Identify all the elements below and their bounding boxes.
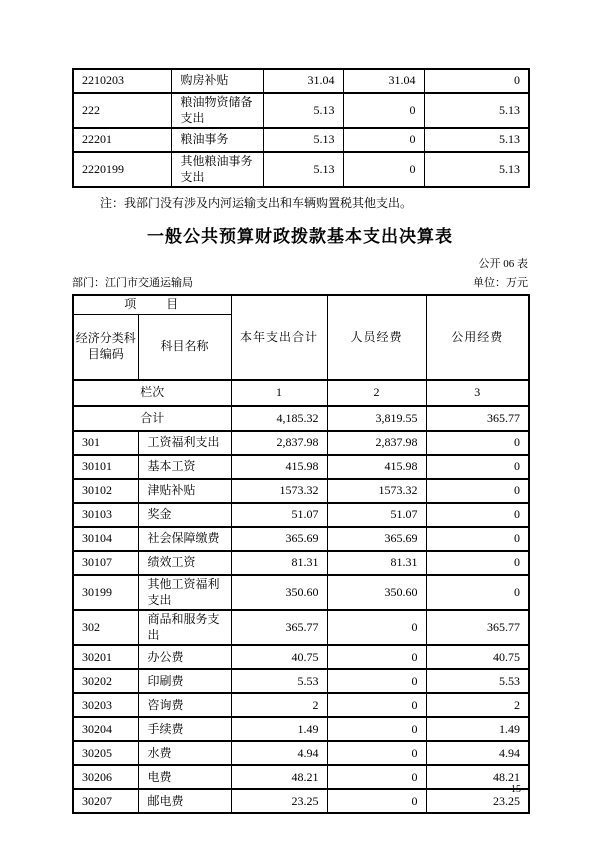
subject-code: 30204 [73,717,138,741]
table-row [73,693,529,717]
total-expenditure-value: 1.49 [231,717,327,741]
subject-name: 基本工资 [138,455,231,479]
subject-code: 302 [73,610,138,645]
table-row [73,431,529,455]
column-index-personnel: 2 [327,380,426,406]
personnel-funds-value: 0 [343,128,424,152]
personnel-funds-value: 2,837.98 [327,431,426,455]
total-expenditure-value: 31.04 [263,69,343,93]
basic-expenditure-table [72,294,530,814]
table-row [73,503,529,527]
personnel-funds-value: 350.60 [327,575,426,610]
personnel-funds-value: 31.04 [343,69,424,93]
table-row [73,645,529,669]
total-expenditure-value: 51.07 [231,503,327,527]
personnel-funds-value: 51.07 [327,503,426,527]
total-expenditure-value: 5.53 [231,669,327,693]
total-expenditure-value: 5.13 [263,93,343,128]
public-funds-value: 5.13 [424,152,529,187]
subject-name: 印刷费 [138,669,231,693]
public-funds-value: 0 [426,479,529,503]
subject-code: 30205 [73,741,138,765]
table-row [73,455,529,479]
subject-name: 其他粮油事务支出 [171,152,263,187]
table-row [73,741,529,765]
table-row [73,527,529,551]
subject-code: 30206 [73,765,138,789]
column-index-label: 栏次 [73,380,231,406]
public-funds-value: 23.25 [426,789,529,813]
page-number: 15 [511,784,521,795]
public-funds-value: 0 [426,503,529,527]
header-item: 项 目 [73,295,231,314]
unit-label: 单位：万元 [473,277,528,290]
header-row-item [73,295,529,314]
total-expenditure-value: 23.25 [231,789,327,813]
total-expenditure-value: 415.98 [231,455,327,479]
header-subject-name: 科目名称 [138,314,231,380]
subject-code: 22201 [73,128,171,152]
summary-row [73,406,529,431]
header-public-funds: 公用经费 [426,295,529,380]
total-expenditure-value: 4.94 [231,741,327,765]
personnel-funds-value: 0 [327,765,426,789]
table-row [73,789,529,813]
personnel-funds-value: 0 [327,693,426,717]
report-meta-row [72,274,528,290]
header-subject-code: 经济分类科目编码 [73,314,138,380]
subject-code: 30207 [73,789,138,813]
personnel-funds-value: 0 [327,717,426,741]
continued-expenditure-table [72,68,530,188]
personnel-funds-value: 0 [327,645,426,669]
table-code-label: 公开 06 表 [478,258,528,271]
public-funds-value: 1.49 [426,717,529,741]
personnel-funds-value: 365.69 [327,527,426,551]
personnel-funds-value: 0 [327,610,426,645]
subject-name: 津贴补贴 [138,479,231,503]
subject-name: 咨询费 [138,693,231,717]
table-row [73,717,529,741]
subject-name: 办公费 [138,645,231,669]
table-row [73,669,529,693]
subject-name: 其他工资福利支出 [138,575,231,610]
table-row [73,69,529,93]
subject-code: 30199 [73,575,138,610]
subject-name: 绩效工资 [138,551,231,575]
total-expenditure-value: 81.31 [231,551,327,575]
subject-name: 奖金 [138,503,231,527]
subject-code: 2220199 [73,152,171,187]
subject-code: 30202 [73,669,138,693]
subject-code: 30104 [73,527,138,551]
subject-name: 工资福利支出 [138,431,231,455]
personnel-funds-value: 0 [343,93,424,128]
subject-name: 粮油物资储备支出 [171,93,263,128]
subject-code: 301 [73,431,138,455]
department-label: 部门：江门市交通运输局 [72,277,193,290]
personnel-funds-value: 0 [343,152,424,187]
subject-name: 商品和服务支出 [138,610,231,645]
summary-personnel: 3,819.55 [327,406,426,431]
table-row [73,610,529,645]
table-row [73,479,529,503]
table-row [73,575,529,610]
subject-name: 手续费 [138,717,231,741]
table-row [73,93,529,128]
column-index-row [73,380,529,406]
table-row [73,128,529,152]
total-expenditure-value: 365.69 [231,527,327,551]
personnel-funds-value: 81.31 [327,551,426,575]
subject-name: 邮电费 [138,789,231,813]
table-row [73,551,529,575]
public-funds-value: 365.77 [426,610,529,645]
public-funds-value: 0 [424,69,529,93]
personnel-funds-value: 0 [327,789,426,813]
header-personnel-funds: 人员经费 [327,295,426,380]
total-expenditure-value: 350.60 [231,575,327,610]
page-title: 一般公共预算财政拨款基本支出决算表 [147,227,453,247]
total-expenditure-value: 40.75 [231,645,327,669]
summary-label: 合计 [73,406,231,431]
total-expenditure-value: 5.13 [263,128,343,152]
public-funds-value: 4.94 [426,741,529,765]
public-funds-value: 48.21 [426,765,529,789]
total-expenditure-value: 2,837.98 [231,431,327,455]
subject-name: 粮油事务 [171,128,263,152]
total-expenditure-value: 365.77 [231,610,327,645]
public-funds-value: 0 [426,575,529,610]
subject-name: 电费 [138,765,231,789]
summary-public: 365.77 [426,406,529,431]
public-funds-value: 40.75 [426,645,529,669]
summary-total: 4,185.32 [231,406,327,431]
subject-code: 30203 [73,693,138,717]
subject-name: 水费 [138,741,231,765]
table-row [73,152,529,187]
total-expenditure-value: 5.13 [263,152,343,187]
total-expenditure-value: 1573.32 [231,479,327,503]
personnel-funds-value: 0 [327,669,426,693]
column-index-total: 1 [231,380,327,406]
subject-code: 30107 [73,551,138,575]
subject-code: 2210203 [73,69,171,93]
subject-code: 30102 [73,479,138,503]
public-funds-value: 2 [426,693,529,717]
subject-code: 222 [73,93,171,128]
table-footnote: 注：我部门没有涉及内河运输支出和车辆购置税其他支出。 [100,196,413,211]
total-expenditure-value: 2 [231,693,327,717]
column-index-public: 3 [426,380,529,406]
public-funds-value: 5.13 [424,93,529,128]
public-funds-value: 0 [426,551,529,575]
subject-name: 社会保障缴费 [138,527,231,551]
total-expenditure-value: 48.21 [231,765,327,789]
table-row [73,765,529,789]
subject-code: 30103 [73,503,138,527]
public-funds-value: 0 [426,431,529,455]
personnel-funds-value: 0 [327,741,426,765]
public-funds-value: 0 [426,455,529,479]
public-funds-value: 5.13 [424,128,529,152]
public-funds-value: 0 [426,527,529,551]
header-total-expenditure: 本年支出合计 [231,295,327,380]
personnel-funds-value: 1573.32 [327,479,426,503]
subject-code: 30101 [73,455,138,479]
subject-name: 购房补贴 [171,69,263,93]
public-funds-value: 5.53 [426,669,529,693]
subject-code: 30201 [73,645,138,669]
personnel-funds-value: 415.98 [327,455,426,479]
